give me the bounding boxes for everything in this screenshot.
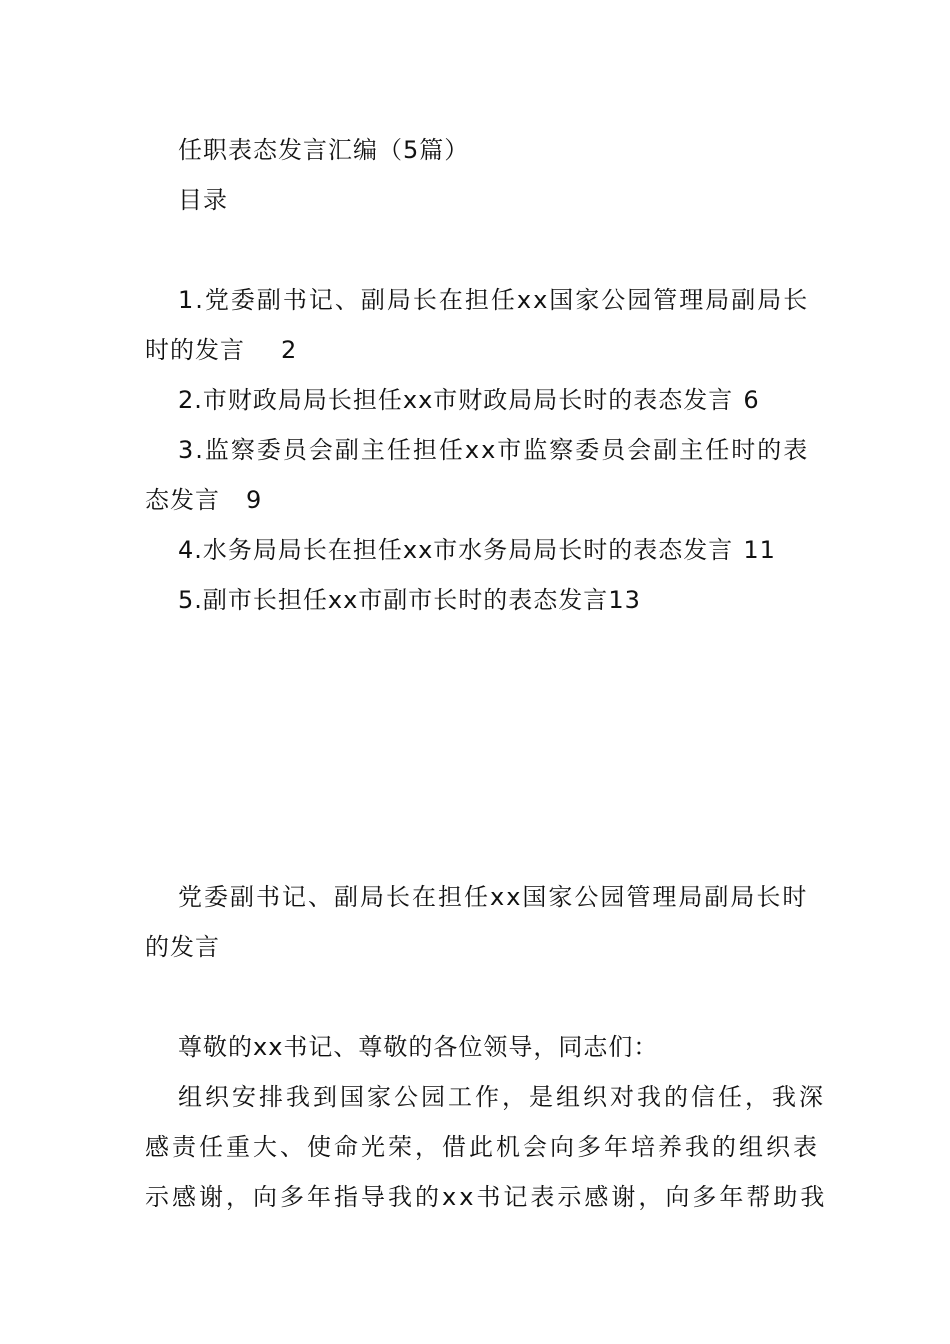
toc-item-2-page-number: 6: [743, 386, 760, 414]
toc-item-3-text: 态发言: [145, 486, 220, 514]
toc-item-4-page-number: 11: [743, 536, 776, 564]
body-line: 示感谢，向多年指导我的xx书记表示感谢，向多年帮助我: [145, 1183, 828, 1211]
body-line: 组织安排我到国家公园工作，是组织对我的信任，我深: [178, 1083, 826, 1111]
toc-item-1-line2[interactable]: [145, 335, 297, 365]
document-title: 任职表态发言汇编（5篇）: [178, 136, 470, 164]
toc-item-5[interactable]: [178, 585, 641, 615]
toc-item-3-line1[interactable]: 3.监察委员会副主任担任xx市监察委员会副主任时的表: [178, 436, 810, 464]
toc-item-3-page-number: 9: [246, 486, 263, 514]
toc-item-1-page-number: 2: [281, 336, 298, 364]
toc-heading: 目录: [178, 186, 228, 214]
toc-item-3-line2[interactable]: [145, 485, 262, 515]
toc-item-2-text: 2.市财政局局长担任xx市财政局局长时的表态发言: [178, 386, 734, 414]
salutation: 尊敬的xx书记、尊敬的各位领导，同志们：: [178, 1033, 659, 1061]
toc-item-4-text: 4.水务局局长在担任xx市水务局局长时的表态发言: [178, 536, 734, 564]
section-title-line1: 党委副书记、副局长在担任xx国家公园管理局副局长时: [178, 883, 809, 911]
toc-item-2[interactable]: [178, 385, 760, 415]
toc-item-1-line1[interactable]: 1.党委副书记、副局长在担任xx国家公园管理局副局长: [178, 286, 810, 314]
toc-item-1-text: 时的发言: [145, 336, 245, 364]
section-title-line2: 的发言: [145, 933, 220, 961]
toc-item-5-text: 5.副市长担任xx市副市长时的表态发言: [178, 586, 609, 614]
toc-item-4[interactable]: [178, 535, 776, 565]
toc-item-5-page-number: 13: [608, 586, 641, 614]
body-line: 感责任重大、使命光荣，借此机会向多年培养我的组织表: [145, 1133, 820, 1161]
